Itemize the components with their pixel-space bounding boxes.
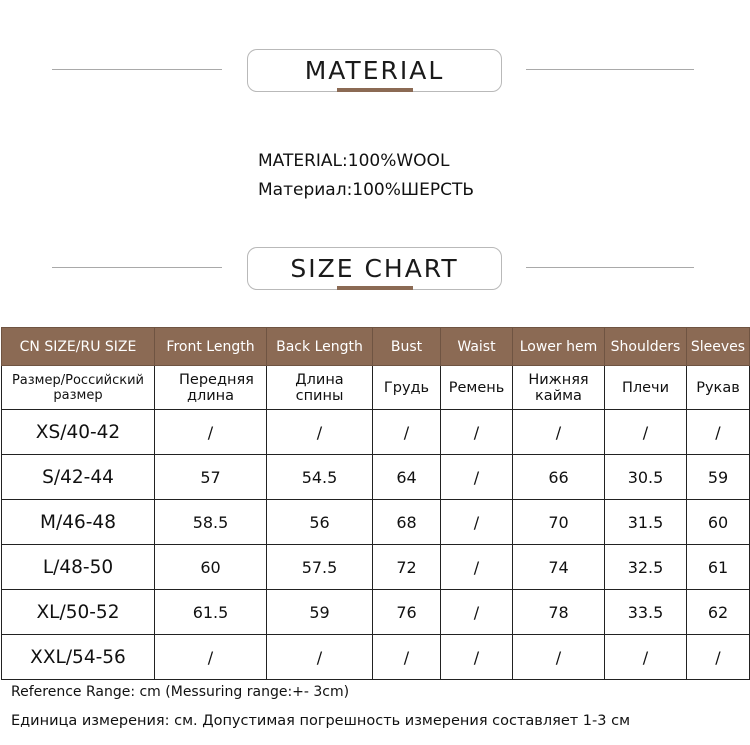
subheader-cell: Длина спины — [267, 366, 373, 410]
table-cell: 59 — [687, 455, 750, 500]
size-chart-heading — [247, 247, 502, 290]
table-cell: / — [373, 635, 441, 680]
header-cell: CN SIZE/RU SIZE — [2, 328, 155, 366]
table-row — [2, 410, 750, 455]
table-cell: 76 — [373, 590, 441, 635]
header-cell: Back Length — [267, 328, 373, 366]
table-cell: 62 — [687, 590, 750, 635]
table-cell: / — [513, 635, 605, 680]
table-cell: / — [155, 410, 267, 455]
size-chart-divider-left — [52, 267, 222, 268]
table-cell: / — [267, 410, 373, 455]
subheader-cell: Размер/Российский размер — [2, 366, 155, 410]
table-cell: 59 — [267, 590, 373, 635]
table-cell: 70 — [513, 500, 605, 545]
table-cell: 57 — [155, 455, 267, 500]
subheader-cell: Грудь — [373, 366, 441, 410]
table-cell: / — [687, 635, 750, 680]
table-cell: 78 — [513, 590, 605, 635]
material-line-ru — [258, 180, 474, 200]
table-cell: 56 — [267, 500, 373, 545]
subheader-cell: Ремень — [441, 366, 513, 410]
size-chart-heading-text: SIZE CHART — [290, 254, 459, 283]
table-cell: M/46-48 — [2, 500, 155, 545]
table-row — [2, 635, 750, 680]
material-heading-accent — [337, 88, 413, 92]
material-ru-value: 100%ШЕРСТЬ — [352, 180, 474, 200]
table-cell: 32.5 — [605, 545, 687, 590]
subheader-cell: Передняя длина — [155, 366, 267, 410]
table-cell: 58.5 — [155, 500, 267, 545]
material-line-en — [258, 151, 449, 171]
material-divider-left — [52, 69, 222, 70]
subheader-cell: Нижняя кайма — [513, 366, 605, 410]
table-cell: 60 — [687, 500, 750, 545]
table-cell: S/42-44 — [2, 455, 155, 500]
material-ru-label: Материал: — [258, 180, 353, 200]
table-cell: / — [441, 500, 513, 545]
header-cell: Waist — [441, 328, 513, 366]
table-header-row — [2, 328, 750, 366]
table-row — [2, 545, 750, 590]
table-cell: 74 — [513, 545, 605, 590]
reference-range-note: Reference Range: cm (Messuring range:+- 3cm) — [11, 684, 350, 700]
material-heading — [247, 49, 502, 92]
table-row — [2, 590, 750, 635]
table-row — [2, 455, 750, 500]
table-cell: 61 — [687, 545, 750, 590]
material-en-label: MATERIAL: — [258, 151, 348, 171]
table-cell: 66 — [513, 455, 605, 500]
table-cell: / — [267, 635, 373, 680]
table-cell: / — [605, 635, 687, 680]
table-cell: / — [441, 455, 513, 500]
table-cell: XL/50-52 — [2, 590, 155, 635]
header-cell: Sleeves — [687, 328, 750, 366]
table-cell: L/48-50 — [2, 545, 155, 590]
table-cell: / — [441, 590, 513, 635]
table-cell: 61.5 — [155, 590, 267, 635]
table-cell: / — [513, 410, 605, 455]
subheader-cell: Плечи — [605, 366, 687, 410]
table-cell: 33.5 — [605, 590, 687, 635]
header-cell: Lower hem — [513, 328, 605, 366]
table-cell: / — [441, 635, 513, 680]
table-cell: 72 — [373, 545, 441, 590]
table-cell: 31.5 — [605, 500, 687, 545]
size-chart-table — [1, 327, 750, 680]
size-chart-heading-accent — [337, 286, 413, 290]
table-cell: / — [441, 545, 513, 590]
table-cell: 30.5 — [605, 455, 687, 500]
table-cell: 54.5 — [267, 455, 373, 500]
subheader-cell: Рукав — [687, 366, 750, 410]
size-chart-divider-right — [526, 267, 694, 268]
material-heading-text: MATERIAL — [304, 56, 445, 85]
material-divider-right — [526, 69, 694, 70]
header-cell: Front Length — [155, 328, 267, 366]
measurement-note-ru: Единица измерения: см. Допустимая погрешность измерения составляет 1-3 см — [11, 713, 631, 729]
header-cell: Shoulders — [605, 328, 687, 366]
table-cell: XS/40-42 — [2, 410, 155, 455]
table-cell: 68 — [373, 500, 441, 545]
table-cell: / — [687, 410, 750, 455]
table-cell: / — [373, 410, 441, 455]
table-cell: 57.5 — [267, 545, 373, 590]
table-cell: / — [605, 410, 687, 455]
table-row — [2, 500, 750, 545]
table-cell: / — [155, 635, 267, 680]
table-cell: / — [441, 410, 513, 455]
table-cell: 64 — [373, 455, 441, 500]
header-cell: Bust — [373, 328, 441, 366]
material-en-value: 100%WOOL — [347, 151, 450, 171]
table-cell: 60 — [155, 545, 267, 590]
table-subheader-row — [2, 366, 750, 410]
table-cell: XXL/54-56 — [2, 635, 155, 680]
